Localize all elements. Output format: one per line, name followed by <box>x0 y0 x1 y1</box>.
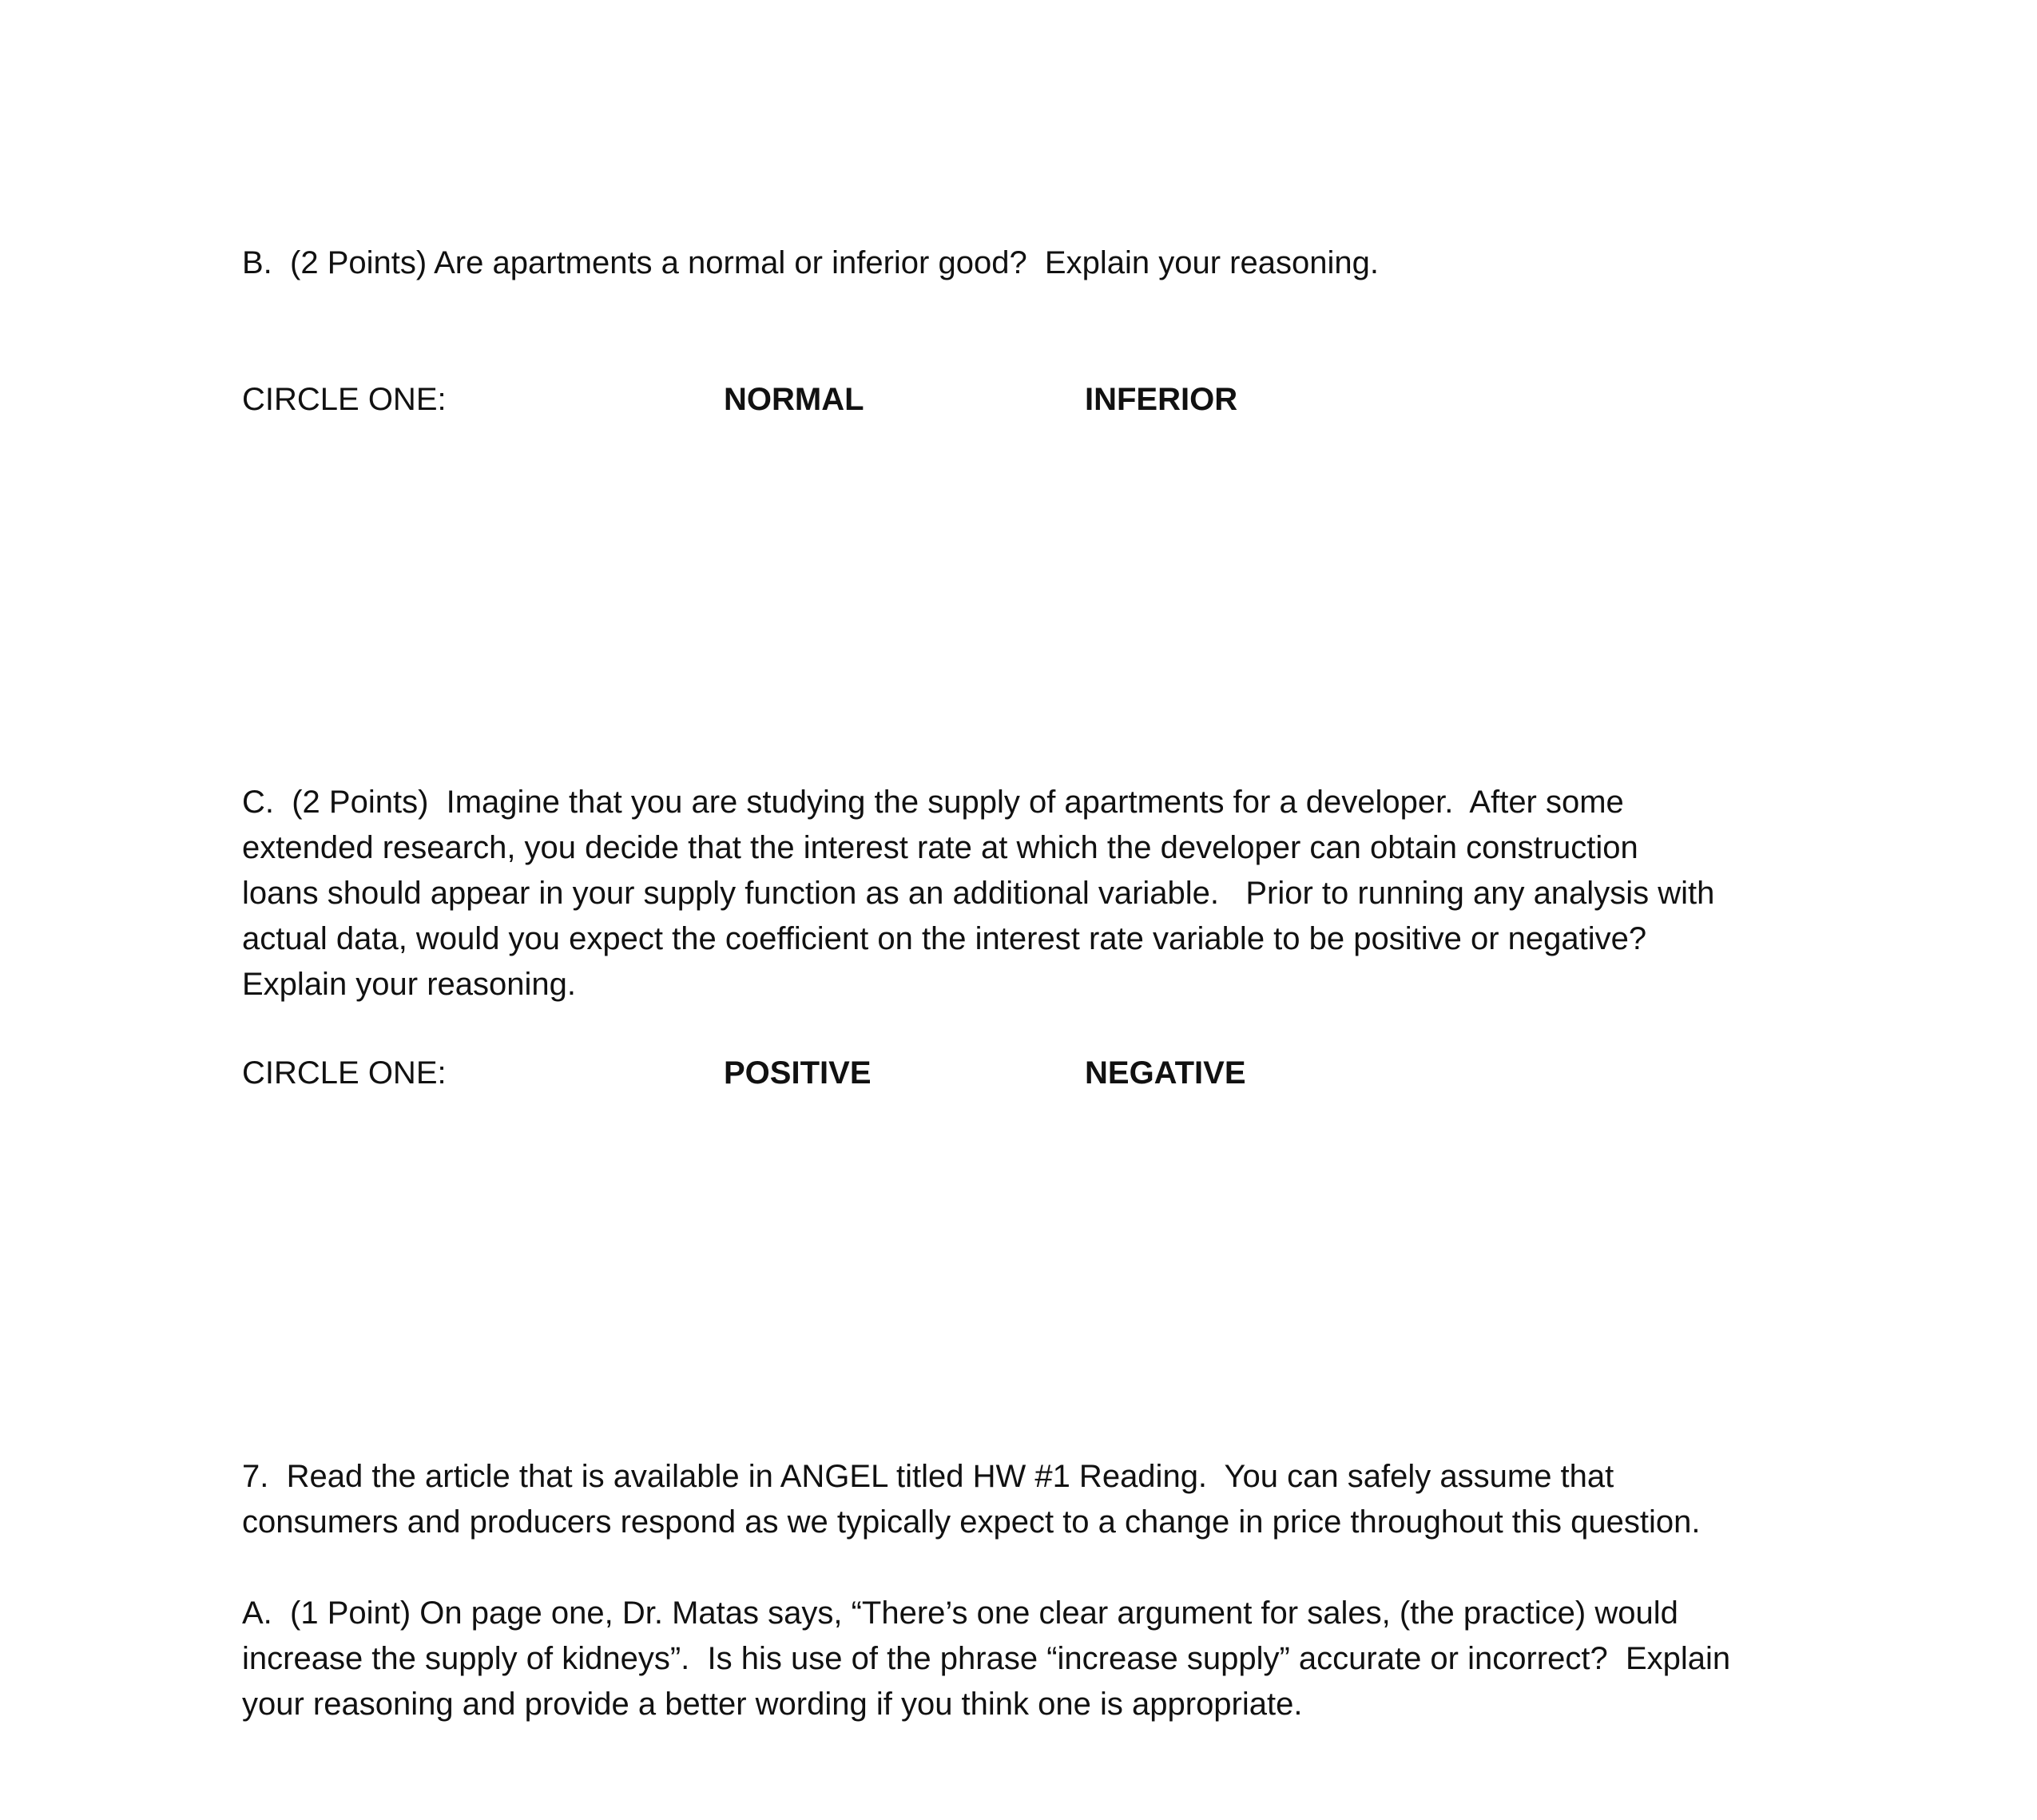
question-c-line-5: Explain your reasoning. <box>242 967 577 1002</box>
question-7a-line-3: your reasoning and provide a better wording if you think one is appropriate. <box>242 1687 1303 1722</box>
question-c-line-2: extended research, you decide that the interest rate at which the developer can obtain construction <box>242 830 1638 865</box>
question-7a-line-1: A. (1 Point) On page one, Dr. Matas says, “There’s one clear argument for sales, (the practice) would <box>242 1595 1678 1631</box>
question-7-text <box>242 1454 1832 1545</box>
option-positive: POSITIVE <box>724 1055 872 1091</box>
question-7-line-1: 7. Read the article that is available in ANGEL titled HW #1 Reading. You can safely assume that <box>242 1459 1614 1494</box>
circle-one-label: CIRCLE ONE: <box>242 382 447 417</box>
question-c-text <box>242 780 1832 1007</box>
question-7a-line-2: increase the supply of kidneys”. Is his use of the phrase “increase supply” accurate or incorrect? Explain <box>242 1641 1731 1676</box>
option-inferior: INFERIOR <box>1085 382 1238 417</box>
circle-one-label: CIRCLE ONE: <box>242 1055 447 1091</box>
question-c-line-4: actual data, would you expect the coefficient on the interest rate variable to be positive or negative? <box>242 921 1647 956</box>
question-b-text <box>242 240 1832 286</box>
option-negative: NEGATIVE <box>1085 1055 1246 1091</box>
option-normal: NORMAL <box>724 382 864 417</box>
question-c-circle-row <box>242 1051 1832 1096</box>
question-b-line: B. (2 Points) Are apartments a normal or inferior good? Explain your reasoning. <box>242 245 1379 280</box>
question-c-line-1: C. (2 Points) Imagine that you are studying the supply of apartments for a developer. After some <box>242 785 1624 820</box>
question-7a-text <box>242 1591 1832 1727</box>
question-7-line-2: consumers and producers respond as we typically expect to a change in price throughout this question. <box>242 1504 1701 1540</box>
question-c-line-3: loans should appear in your supply function as an additional variable. Prior to running any analysis with <box>242 876 1715 911</box>
question-b-circle-row <box>242 377 1832 423</box>
